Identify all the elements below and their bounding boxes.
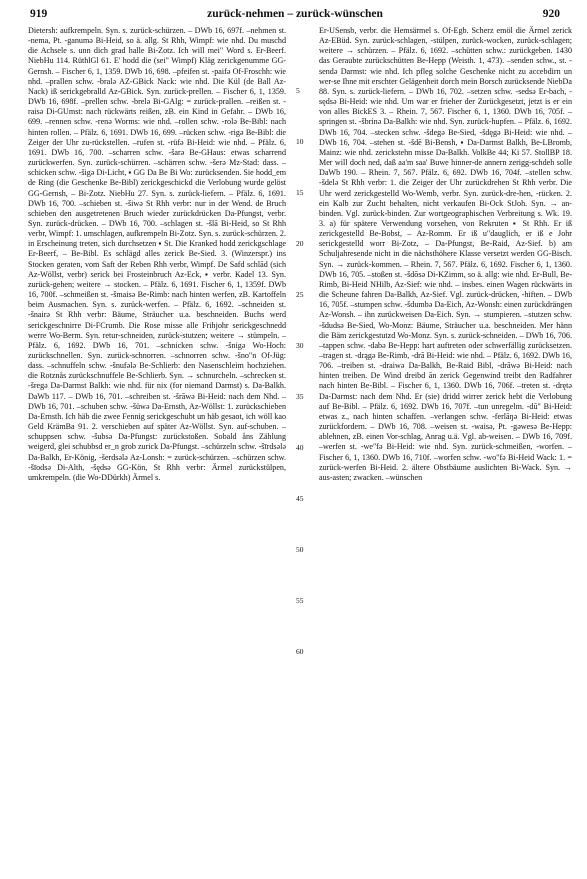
line-number: 30 (296, 341, 304, 350)
right-column (319, 26, 572, 483)
running-title: zurück-nehmen – zurück-wünschen (207, 8, 383, 20)
line-number: 40 (296, 443, 304, 452)
page-number-right: 920 (542, 8, 560, 20)
left-column-text: Dietersh: aufkrempeln. Syn. s. zurück-schürzen. – DWb 16, 697f. –nehmen st. -nema, Pt. -ganumə Bi-Heid, so ä. allg. St Rhh, Wimpf: wie nhd. Du muschd die Achsele s. unn dich grad halle Bi-Zotz. Ich will mei" Word s. Er-Beerf. NiebHu 114. RüthlGl 61. E' hodd die (sei" Wimpf) Kläg zerickgenumme GG-Gernsh. – Fischer 6, 1, 1359. DWb 16, 698. –pfeifen st. -paifə Of-Froschh: wie nhd. –prallen schw. -bralə AZ-GBick Nack: wie nhd. Die Kül (de Ball Az-Nack) iß serickgebralld Az-GBick. Syn. zurück-prellen. – Fischer 6, 1, 1359. DWb 16, 698f. –prellen schw. -brelə Bi-GAlg: = zurück-prallen. –reißen st. -raisə Di-GUmst: nach rückwärts reißen, zB. ein Kind in Gefahr. – DWb 16, 699. –rennen schw. -renə Worms: wie nhd. –rollen schw. -rolə Be-Bibl: nach hinten rollen. – Pfälz. 6, 1691. DWb 16, 699. –rücken schw. -rigə Be-Bibl: die Zeiger der Uhr zu-rückstellen. –rufen st. -rüfə Bi-Heid: wie nhd. – Pfälz. 6, 1691. DWb 16, 700. –scharren schw. -šarə Be-GHaus: etwas scharrend zurückwerfen. Syn. zurück-schürren. –schärren schw. -šerə Mz-Stad: dass. –schicken schw. -šigə Di-Licht, ▪ GG Da Be Bi Wo: zurücksenden. Sie hodd_em de Ring (die Geschenke Be-Bibl) zerickgeschickd die Verlobung wurde gelöst GG-Gernsh, – Bi-Zotz. NiebHu 27. Syn. s. zurück-liefern. – Pfälz. 6, 1691. DWb 16, 700. –schieben st. -šiwə St Rhh verbr: nur in der Wend. de Bruch schieben den ausgetretenen Bruch wieder zurückdrücken Da-Pfungst, verbr. Syn. zurück-drücken. – DWb 16, 700. –schlagen st. -šlā Bi-Heid, so St Rhh verbr, Wimpf: 1. umschlagen, aufkrempeln Bi-Zotz. Syn. s. zurück-schürzen. 2. in Erscheinung treten, sich durchsetzen ▪ St. Die Kranked hodd zerickgschlage Er-Beerf, – Be-Bibl. Es schlägd alles zerick Be-Sied. 3. (Winzerspr.) ins Stocken geraten, vom Saft der Reben Rhh verbr, Wimpf. De Safd schlād (sich Az-Wöllst, verbr) serick bei Frosteinbruch Az-Eck, ▪ verbr. Kadel 13. Syn. zurück-gehen; weitere → stocken. – Pfälz. 6, 1691. Fischer 6, 1, 1359f. DWb 16, 700f. –schmeißen st. -šmaisə Be-Rimb: nach hinten werfen, zB. Kartoffeln beim Ausmachen. Syn. s. zurück-werfen. – Pfälz. 6, 1692. –schneiden st. -šnairə St Rhh verbr: Bäume, Sträucher u.a. beschneiden. Buchs werd serickgeschnirre Di-FCrumb. Die Rose misse alle Frihjohr serickgeschnedd werre Wo-Berm. Syn. retur-schneiden, zurück-stutzen; weitere → stümpeln. – Pfälz. 6, 1692. DWb 16, 701. –schnicken schw. -šnigə Wo-Hoch: zurückschnellen. Syn. zurück-schnorren. –schnorren schw. -šno"n Of-Jüg: dass. –schnuffeln schw. -šnufələ Be-Schlierb: den Nasenschleim hochziehen. die Rotznås zurückschnuffele Be-Schlierb. Syn. → schnurcheln. –schrecken st. -šregə Da-Darmst Balkh: wie nhd. für nix (for niemand Darmst) s. Da-Balkh. DaWb 117. – DWb 16, 701. –schreiben st. -šrāwə Bi-Heid: nach dem Nhd. – DWb 16, 701. –schuben schw. -šüwə Da-Ernsth, Az-Wöllst: 1. zurückschieben Da-Ernsth. Ich häb die zwee Fennig serickgeschubt un häb gesaot, ich wöll kao Geld KrämBa 91. 2. verschieben auf später Az-Wöllst. Syn. auf-schuben. –schuppsen schw. -šubsə Da-Pfungst: zurückstoßen. Sobald åns Zählung weigerd, glei schubbsd er_n grob zurick Da-Pfungst. –schürzeln schw. -šīrdsələ Da-Balkh, Er-König, -šerdsələ Az-Lonsh: = zurück-schürzen. –schürzen schw. -šīodsə Di-Alth, -šędsə GG-Kön, St Rhh verbr: Ärmel zurückstülpen, umkrempeln. (die Wo-DDürkh) Ärmel s. (28, 26, 286, 482)
line-number: 55 (296, 596, 304, 605)
page-header (30, 8, 560, 24)
line-number: 60 (296, 647, 304, 656)
line-number: 5 (296, 86, 300, 95)
line-number: 10 (296, 137, 304, 146)
line-number: 50 (296, 545, 304, 554)
line-number: 45 (296, 494, 304, 503)
line-number: 20 (296, 239, 304, 248)
right-column-text: Er-USensb, verbr. die Hemsärmel s. Of-Egb. Scherz emöl die Ärmel zerick Az-EBüd. Syn. zurück-schlagen, -stülpen, zurück-wocken, zurück-schlagen; weitere → schürzen. – Pfälz. 6, 1692. –schütten schw.: zurückgeben. 1430 das Geraubte zurückschütten Be-Hepp (Weisth. 1, 473). –senden schw., st. -sendə Darmst: wie nhd. Ich pfleg solche Geschenke nicht zu accebdirn un wer-se Ihne mit erschter Gelägenheit dorch mein Borsch zurücksende NiebDa 88. Syn. s. zurück-liefern. – DWb 16, 702. –setzen schw. -sedsə Er-bach, -sędsə Bi-Heid: wie nhd. Um war er frieher der Zurückgesetzt, jetzt is er ein von alles BickES 3. – Rhein. 7, 567. Fischer 6, 1, 1360. DWb 16, 705f. –springen st. -šbrinə Da-Balkh: wie nhd. Syn. zurück-hupfen. – Pfälz. 6, 1692. DWb 16, 704. –stecken schw. -šdegə Be-Sied, -šdęgə Bi-Heid: wie nhd. – DWb 16, 704. –stehen st. -šdē Bi-Bensh, ▪ Da-Darmst Balkh, Be-LBromb, Mainz: wie nhd. zerickstehn misse Da-Balkh. VolkBe 44; Ki 57. StollBP 18. Mer will doch ned, daß aa'm saa' Buwe hinner-de annern zerigg-schdeh solle DaWb 190. – Rhein. 7, 567. Pfälz. 6, 692. DWb 16, 704f. –stellen schw. -šdelə St Rhh verbr: 1. die Zeiger der Uhr zurückdrehen St Rhh verbr. Die Uhr werd zerickgestelld Wo-Wemb, verbr. Syn. zurück-dre-hen, -rücken. 2. ein Kalb zur Zucht behalten, nicht verkaufen Bi-Ock StJoh. Syn. → an-binden. Vgl. zurück-binden. Zur wortgeographischen Verbreitung s. Wk. 19. 3. a) für spätere Verwendung vorsehen, von Rekruten ▪ St Rhh. Er iß zerickgestelld Be-Bobst, – Az-Romm. Er iß u"dauglich, er iß e Johr serickgestelld worr Bi-Zotz, – Da-Pfungst, Be-Raid, Az-Sief. b) am Schuljahresende nicht in die nächsthöhere Klasse versetzt werden GG-Bisch. Syn. → zurück-kommen. – Rhein. 7, 567. Pfälz. 6, 1692. Fischer 6, 1, 1360. DWb 16, 705. –stoßen st. -šdōsə Di-KZimm, so ä. allg: wie nhd. Er-Bull, Be-Rimb, Bi-Heid NHilb, Az-Sief: wie nhd. – insbes. einen Wagen rückwärts in die Scheune fahren Da-Balkh, Az-Sief. Vgl. zurück-drücken, -hiften. – DWb 16, 705f. –stumpen schw. -šdumbə Da-Eich, Az-Wonsh: einen zurückdrängen Az-Wonsh. – ihn zurückweisen Da-Eich. Syn. → stumpieren. –stutzen schw. -šdudsə Be-Sied, Wo-Monz: Bäume, Sträucher u.a. beschneiden. Mer hänn die Bäm zerickgestutzd Wo-Monz. Syn. s. zurück-schneiden. – DWb 16, 706. –tappen schw. -dabə Be-Hepp: hart auftreten oder schwerfällig zurücksetzen. –tragen st. -drągə Be-Rimb, -drā Bi-Heid: wie nhd. – Pfälz. 6, 1692. DWb 16, 706. –treiben st. -draiwə Da-Balkh, Be-Raid Bibl, -drāwə Bi-Heid: nach hinten treiben. De Wind dreibd ān zerick Gegenwind treibt den Radfahrer nach hinten Be-Bibl. – Fischer 6, 1, 1360. DWb 16, 706f. –treten st. -drętə Da-Darmst: nach dem Nhd. Er (sie) dridd wirrer zerick hebt die Verlobung auf Be-Bibl. – Pfälz. 6, 1692. DWb 16, 707f. –tun unregelm. -dū" Bi-Heid: etwas z., nach hinten schaffen. –verlangen schw. -ferlāŋə Bi-Heid: etwas zurückfordern. – DWb 16, 708. –weisen st. -waisə, Pt. -gəwesə Be-Hepp: ablehnen, zB. einen Vor-schlag, Anrag u.ä. Vgl. ab-weisen. – DWb 16, 709f. –werfen st. -we"fə Bi-Heid: wie nhd. Syn. zurück-schmeißen, -worfen. – Fischer 6, 1, 1360. DWb 16, 710f. –worfen schw. -wo"fə Bi-Heid Wack: 1. = zurück-werfen Bi-Heid. 2. ältere Obstbäume auslichten Bi-Wack. Syn. → aus-asten; zwacken. –wünschen (319, 26, 572, 482)
line-number: 35 (296, 392, 304, 401)
line-number: 15 (296, 188, 304, 197)
line-number: 25 (296, 290, 304, 299)
left-column (28, 26, 286, 483)
page-number-left: 919 (30, 8, 48, 20)
